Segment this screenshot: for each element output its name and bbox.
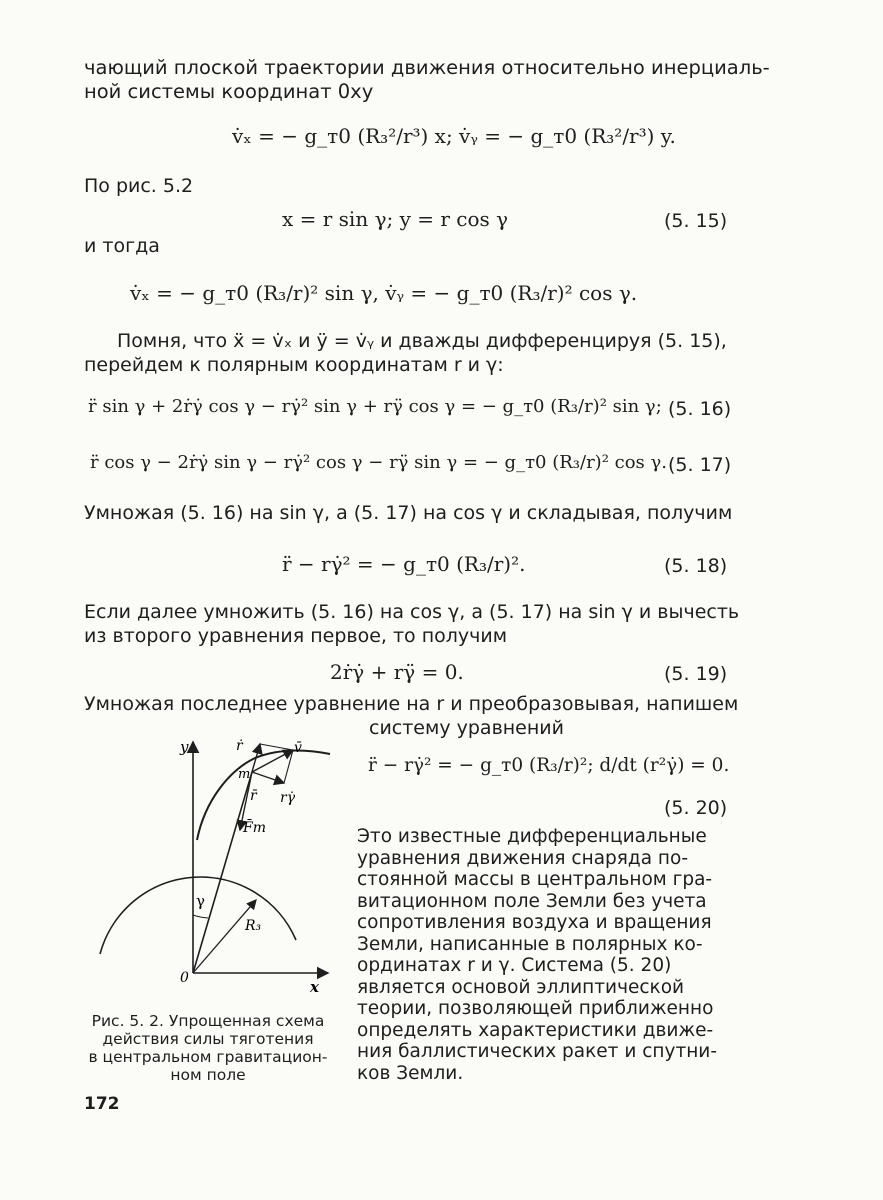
- paragraph-line: ординатах r и γ. Система (5. 20): [357, 955, 672, 976]
- paragraph-line: уравнения движения снаряда по-: [357, 847, 689, 869]
- transverse-velocity-arrow: [252, 772, 284, 783]
- paragraph-line: является основой эллиптической: [357, 976, 685, 998]
- paragraph-line: теории, позволяющей приближенно: [357, 998, 714, 1019]
- description-paragraph: [357, 826, 729, 1084]
- paragraph-line: Земли, написанные в полярных ко-: [357, 933, 703, 955]
- remember-line-1: Помня, что ẍ = v̇ₓ и ÿ = v̇ᵧ и дважды дифференцируя (5. 15),: [117, 330, 727, 352]
- multiplying-text-2: Умножая последнее уравнение на r и преобразовывая, напишем: [84, 693, 739, 715]
- gravity-force-label: F̄т: [243, 820, 266, 836]
- caption-line: Рис. 5. 2. Упрощенная схема: [91, 1012, 325, 1030]
- transverse-velocity-label: rγ̇: [280, 790, 296, 806]
- further-line-1: Если далее умножить (5. 16) на cos γ, а (5. 17) на sin γ и вычесть: [84, 601, 740, 623]
- radius-vector-label: r̄: [250, 788, 257, 804]
- paragraph-line: витационном поле Земли без учета: [357, 890, 707, 912]
- radius-vector-line: [193, 772, 252, 973]
- parallelogram-edge: [284, 750, 293, 783]
- by-figure-text: По рис. 5.2: [84, 175, 194, 197]
- gamma-angle-arc: [193, 915, 208, 918]
- equation-number-5-17: (5. 17): [668, 454, 732, 476]
- point-m-label: m: [238, 767, 251, 782]
- figure-gravitational-field-diagram: [80, 730, 350, 1010]
- equation-number-5-18: (5. 18): [664, 555, 728, 577]
- radial-velocity-label: ṙ: [236, 738, 243, 754]
- paragraph-line: ния баллистических ракет и спутни-: [357, 1041, 718, 1062]
- equation-5-18: r̈ − rγ̇² = − g_т0 (R₃/r)².: [282, 552, 526, 576]
- equation-5-19: 2ṙγ̇ + rγ̈ = 0.: [330, 660, 464, 684]
- equation-number-5-20: (5. 20): [664, 797, 728, 819]
- page-number: 172: [84, 1094, 120, 1114]
- paragraph-line: ков Земли.: [357, 1062, 464, 1084]
- further-line-2: из второго уравнения первое, то получим: [84, 625, 508, 647]
- equation-acceleration-xy: v̇ₓ = − g_т0 (R₃²/r³) x; v̇ᵧ = − g_т0 (R₃²/r³) y.: [232, 124, 676, 148]
- paragraph-line: стоянной массы в центральном гра-: [357, 869, 713, 890]
- equation-5-16: r̈ sin γ + 2ṙγ̇ cos γ − rγ̇² sin γ + rγ̈ cos γ = − g_т0 (R₃/r)² sin γ;: [88, 396, 662, 417]
- x-axis-label: x: [310, 978, 319, 996]
- gamma-label: γ: [196, 892, 205, 910]
- system-label: систему уравнений: [369, 717, 564, 739]
- parallelogram-edge: [260, 744, 293, 750]
- velocity-label: v̄: [294, 740, 302, 756]
- y-axis-label: y: [180, 738, 189, 756]
- equation-number-5-15: (5. 15): [664, 210, 728, 232]
- and-then-text: и тогда: [84, 235, 160, 257]
- paragraph-line: сопротивления воздуха и вращения: [357, 912, 712, 933]
- earth-surface-arc: [100, 877, 296, 954]
- earth-radius-line: [193, 900, 256, 973]
- equation-5-15: x = r sin γ; y = r cos γ: [282, 207, 509, 231]
- multiplying-text-1: Умножая (5. 16) на sin γ, а (5. 17) на cos γ и складывая, получим: [84, 502, 733, 524]
- caption-line: ном поле: [170, 1066, 246, 1084]
- earth-radius-label: R₃: [245, 918, 262, 934]
- caption-line: действия силы тяготения: [102, 1030, 314, 1048]
- equation-5-20: r̈ − rγ̇² = − g_т0 (R₃/r)²; d/dt (r²γ̇) = 0.: [368, 755, 730, 776]
- remember-line-2: перейдем к полярным координатам r и γ:: [84, 354, 504, 376]
- equation-5-17: r̈ cos γ − 2ṙγ̇ sin γ − rγ̇² cos γ − rγ̈ sin γ = − g_т0 (R₃/r)² cos γ.: [90, 452, 667, 473]
- equation-acceleration-polar: v̇ₓ = − g_т0 (R₃/r)² sin γ, v̇ᵧ = − g_т0 (R₃/r)² cos γ.: [130, 281, 638, 305]
- caption-line: в центральном гравитацион-: [88, 1048, 328, 1066]
- intro-line-2: ной системы координат 0xy: [84, 80, 374, 103]
- equation-number-5-19: (5. 19): [664, 663, 728, 685]
- intro-line-1: чающий плоской траектории движения относительно инерциаль-: [84, 56, 770, 79]
- equation-number-5-16: (5. 16): [668, 398, 732, 420]
- paragraph-line: Это известные дифференциальные: [357, 826, 707, 847]
- origin-label: 0: [180, 970, 189, 986]
- paragraph-line: определять характеристики движе-: [357, 1019, 714, 1041]
- figure-caption: [84, 1012, 332, 1084]
